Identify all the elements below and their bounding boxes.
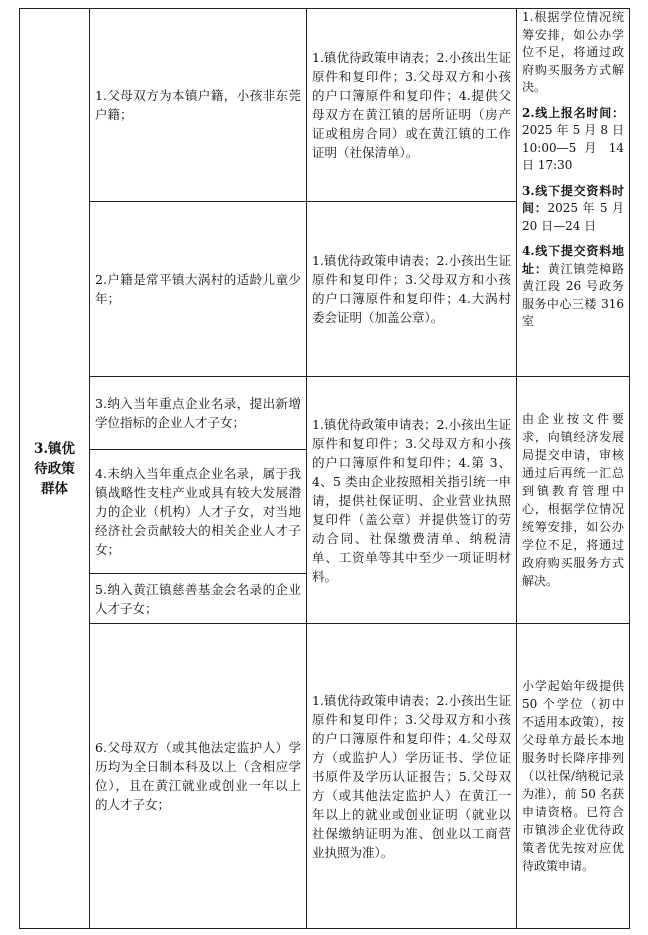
category-label: 3.镇优待政策群体 xyxy=(33,440,76,497)
condition-cell-1 xyxy=(90,9,306,201)
condition-text: 1.父母双方为本镇户籍，小孩非东莞户籍； xyxy=(95,88,301,122)
notes-talent: 小学起始年级提供 50 个学位（初中不适用本政策），按父母单方最长本地服务时长降序排列（以社保/纳税记录为准），前 50 名获申请资格。已符合市镇涉企业优待政策者优先按对应优待政策申请。 xyxy=(522,679,625,873)
materials-cell-3 xyxy=(307,377,516,623)
condition-text: 6.父母双方（或其他法定监护人）学历均为全日制本科及以上（含相应学位），且在黄江就业或创业一年以上的人才子女； xyxy=(95,740,301,812)
condition-cell-6 xyxy=(90,624,306,928)
notes-enterprise: 由企业按文件要求，向镇经济发展局提交申请，审核通过后再统一汇总到镇教育管理中心，根据学位情况统筹安排，如公办学位不足，将通过政府购买服务方式解决。 xyxy=(522,412,624,588)
offline-value: 2025 年 5 月 20 日—24 日 xyxy=(522,201,624,233)
materials-cell-1 xyxy=(307,9,516,201)
address-label: 4.线下提交资料地址： xyxy=(522,244,624,276)
materials-text: 1.镇优待政策申请表；2.小孩出生证原件和复印件；3.父母双方和小孩的户口簿原件和复印件；4.大涡村委会证明（加盖公章）。 xyxy=(312,253,511,325)
notes-cell-enterprise xyxy=(517,377,629,623)
notes-general: 1.根据学位情况统筹安排，如公办学位不足，将通过政府购买服务方式解决。 xyxy=(522,10,624,94)
notes-address xyxy=(522,243,624,331)
condition-text: 5.纳入黄江镇慈善基金会名录的企业人才子女； xyxy=(95,581,301,616)
materials-text: 1.镇优待政策申请表；2.小孩出生证原件和复印件；3.父母双方和小孩的户口簿原件和复印件；4.提供父母双方在黄江镇的居所证明（房产证或租房合同）或在黄江镇的工作证明（社保清单）。 xyxy=(312,50,511,160)
condition-cell-5 xyxy=(90,574,306,623)
category-cell xyxy=(20,9,89,928)
online-value: 2025 年 5 月 8 日 10:00—5 月 14 日 17:30 xyxy=(522,123,624,172)
condition-cell-2 xyxy=(90,202,306,376)
notes-online xyxy=(522,105,624,175)
notes-offline xyxy=(522,183,624,236)
condition-cell-4 xyxy=(90,450,306,573)
condition-text: 4.未纳入当年重点企业名录，属于我镇战略性支柱产业或具有较大发展潜力的企业（机构）人才子女，对当地经济社会贡献较大的相关企业人才子女； xyxy=(95,466,301,557)
online-label: 2.线上报名时间： xyxy=(522,105,624,120)
notes-cell-schedule xyxy=(517,9,629,376)
notes-cell-talent xyxy=(517,624,629,928)
border-bottom xyxy=(19,928,630,929)
materials-text: 1.镇优待政策申请表；2.小孩出生证原件和复印件；3.父母双方和小孩的户口簿原件和复印件；4.父母双方（或监护人）学历证书、学位证书原件及学历认证报告；5.父母双方（或其他法定监护人）在黄江一年以上的就业或创业证明（就业以社保缴纳证明为准、创业以工商营业执照为准）。 xyxy=(312,692,511,860)
condition-cell-3 xyxy=(90,377,306,449)
condition-text: 2.户籍是常平镇大涡村的适龄儿童少年； xyxy=(95,272,301,306)
border-right xyxy=(629,8,630,929)
address-value: 黄江镇莞樟路黄江段 26 号政务服务中心三楼 316 室 xyxy=(522,261,624,328)
offline-label: 3.线下提交资料时间： xyxy=(522,183,624,215)
materials-cell-2 xyxy=(307,202,516,376)
materials-cell-4 xyxy=(307,624,516,928)
condition-text: 3.纳入当年重点企业名录，提出新增学位指标的企业人才子女； xyxy=(95,396,301,430)
materials-text: 1.镇优待政策申请表；2.小孩出生证原件和复印件；3.父母双方和小孩的户口簿原件和复印件；4.第 3、4、5 类由企业按照相关指引统一申请，提供社保证明、企业营业执照复印件（盖公章）并提供签订的劳动合同、社保缴费清单、纳税清单、工资单等其中至少一项证明材料。 xyxy=(312,416,511,584)
